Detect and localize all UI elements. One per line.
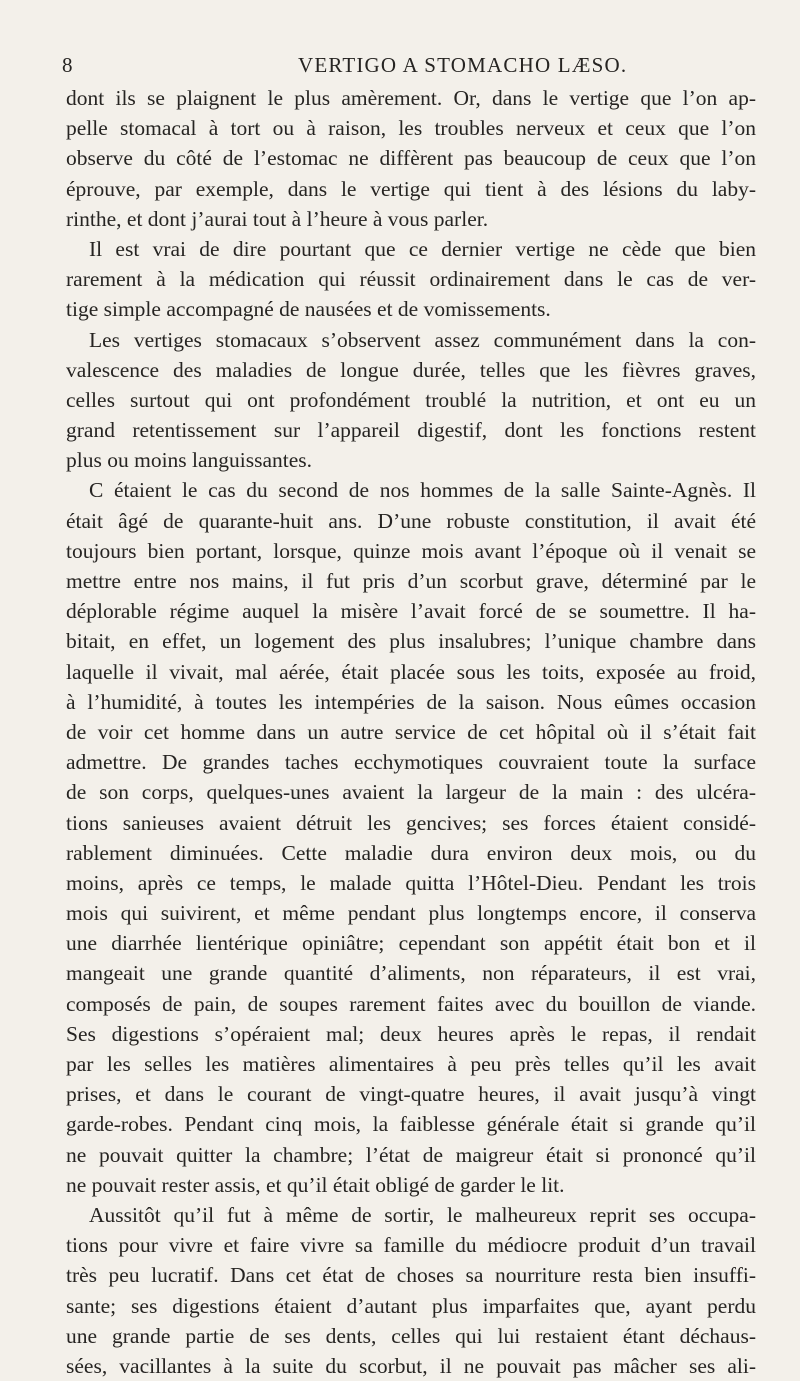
text-line: ne pouvait quitter la chambre; l’état de maigreur était si prononcé qu’il (66, 1142, 756, 1167)
text-line: déplorable régime auquel la misère l’avait forcé de se soumettre. Il ha- (66, 599, 756, 624)
text-line: de son corps, quelques-unes avaient la largeur de la main : des ulcéra- (66, 780, 756, 805)
text-line: était âgé de quarante-huit ans. D’une robuste constitution, il avait été (66, 508, 756, 533)
text-line: garde-robes. Pendant cinq mois, la faiblesse générale était si grande qu’il (66, 1112, 756, 1137)
text-line: toujours bien portant, lorsque, quinze mois avant l’époque où il venait se (66, 538, 756, 563)
text-line: une grande partie de ses dents, celles qui lui restaient étant déchaus- (66, 1323, 756, 1348)
text-line: celles surtout qui ont profondément troublé la nutrition, et ont eu un (66, 387, 756, 412)
text-line: laquelle il vivait, mal aérée, était placée sous les toits, exposée au froid, (66, 659, 756, 684)
text-line: bitait, en effet, un logement des plus insalubres; l’unique chambre dans (66, 629, 756, 654)
text-line: composés de pain, de soupes rarement faites avec du bouillon de viande. (66, 991, 756, 1016)
text-line: grand retentissement sur l’appareil digestif, dont les fonctions restent (66, 418, 756, 443)
text-line: très peu lucratif. Dans cet état de choses sa nourriture resta bien insuffi- (66, 1263, 756, 1288)
running-title: VERTIGO A STOMACHO LÆSO. (298, 53, 628, 77)
body-text (66, 83, 756, 1381)
text-line: tige simple accompagné de nausées et de vomissements. (66, 297, 551, 322)
text-line: Il est vrai de dire pourtant que ce dernier vertige ne cède que bien (89, 236, 756, 261)
text-line: pelle stomacal à tort ou à raison, les troubles nerveux et ceux que l’on (66, 116, 756, 141)
text-line: une diarrhée lientérique opiniâtre; cependant son appétit était bon et il (66, 931, 756, 956)
text-line: éprouve, par exemple, dans le vertige qui tient à des lésions du laby- (66, 176, 756, 201)
text-line: mettre entre nos mains, il fut pris d’un scorbut grave, déterminé par le (66, 569, 756, 593)
text-line: mois qui suivirent, et même pendant plus longtemps encore, il conserva (66, 901, 756, 926)
text-line: C étaient le cas du second de nos hommes de la salle Sainte-Agnès. Il (89, 478, 756, 503)
text-line: rablement diminuées. Cette maladie dura environ deux mois, ou du (66, 840, 756, 865)
text-line: par les selles les matières alimentaires à peu près telles qu’il les avait (66, 1052, 756, 1076)
text-line: prises, et dans le courant de vingt-quatre heures, il avait jusqu’à vingt (66, 1082, 756, 1107)
text-line: tions sanieuses avaient détruit les gencives; ses forces étaient considé- (66, 810, 756, 835)
text-line: à l’humidité, à toutes les intempéries de la saison. Nous eûmes occasion (66, 689, 756, 714)
text-line: valescence des maladies de longue durée, telles que les fièvres graves, (66, 357, 756, 382)
text-line: admettre. De grandes taches ecchymotiques couvraient toute la surface (66, 750, 756, 775)
text-line: observe du côté de l’estomac ne diffèrent pas beaucoup de ceux que l’on (66, 146, 756, 171)
text-line: rinthe, et dont j’aurai tout à l’heure à vous parler. (66, 206, 489, 231)
text-line: de voir cet homme dans un autre service de cet hôpital où il s’était fait (66, 719, 756, 744)
text-line: plus ou moins languissantes. (66, 448, 313, 473)
text-line: mangeait une grande quantité d’aliments, non réparateurs, il est vrai, (66, 961, 756, 986)
text-line: tions pour vivre et faire vivre sa famille du médiocre produit d’un travail (66, 1233, 756, 1258)
text-line: ne pouvait rester assis, et qu’il était obligé de garder le lit. (66, 1172, 565, 1197)
text-line: Ses digestions s’opéraient mal; deux heures après le repas, il rendait (66, 1021, 756, 1046)
running-head (62, 46, 754, 82)
text-line: sées, vacillantes à la suite du scorbut, il ne pouvait pas mâcher ses ali- (66, 1353, 756, 1378)
text-line: dont ils se plaignent le plus amèrement. Or, dans le vertige que l’on ap- (66, 86, 756, 110)
text-line: moins, après ce temps, le malade quitta l’Hôtel-Dieu. Pendant les trois (66, 870, 756, 895)
text-line: Les vertiges stomacaux s’observent assez communément dans la con- (89, 327, 756, 352)
page-number: 8 (62, 53, 73, 77)
text-line: sante; ses digestions étaient d’autant plus imparfaites que, ayant perdu (66, 1293, 756, 1318)
text-line: Aussitôt qu’il fut à même de sortir, le malheureux reprit ses occupa- (89, 1202, 756, 1227)
text-line: rarement à la médication qui réussit ordinairement dans le cas de ver- (66, 267, 756, 292)
